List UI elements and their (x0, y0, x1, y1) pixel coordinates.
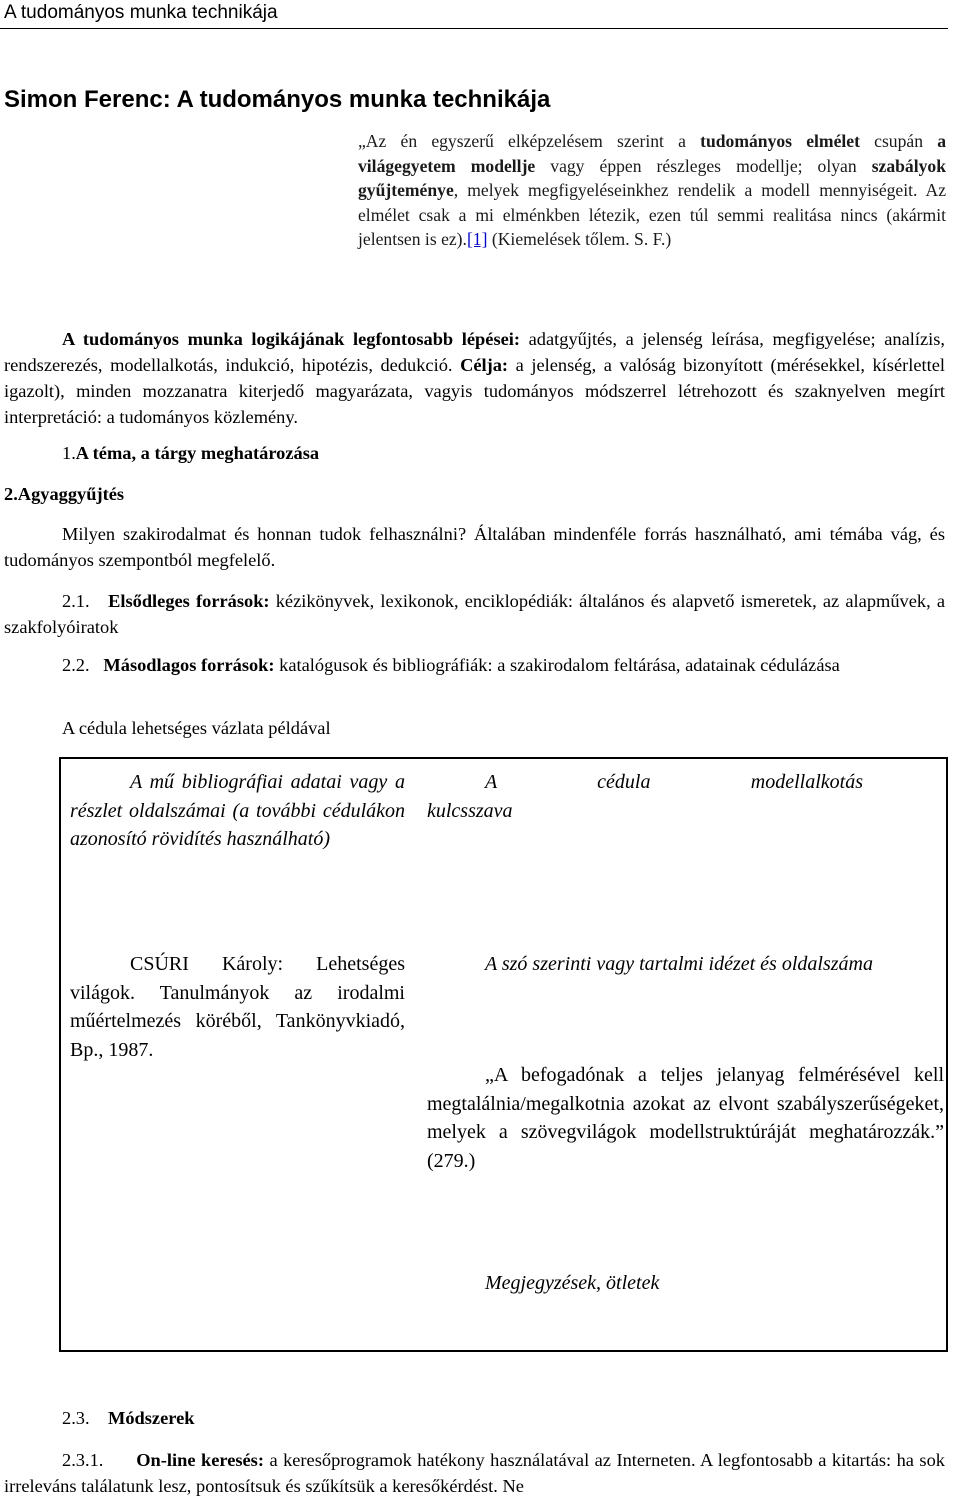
secondary-sources-paragraph (4, 652, 945, 678)
quote-text: csupán (859, 131, 938, 151)
paragraph-text: a keresőprogramok hatékony használatával az Interneten. A legfontosabb a kitartás: ha sok irreleváns találatunk lesz, pontosítsuk és szűkítsük a keresőkérdést. Ne (4, 1450, 945, 1496)
bold-term: A tudományos munka logikájának legfontosabb lépései: (62, 329, 520, 349)
intro-paragraph (4, 326, 945, 430)
quote-emphasis: tudományos elmélet (700, 131, 860, 151)
section-heading-2: 2.Agyaggyűjtés (4, 484, 125, 504)
paragraph-text: Milyen szakirodalmat és honnan tudok felhasználni? Általában mindenféle forrás használható, ami témába vág, és tudományos szempontból megfelelő. (4, 524, 945, 570)
paragraph-text: katalógusok és bibliográfiák: a szakirodalom feltárása, adatainak cédulázása (274, 655, 840, 675)
card-bibliographic-data: A mű bibliográfiai adatai vagy a részlet oldalszámai (a további cédulákon azonosító rövidítés használható) (70, 771, 405, 851)
epigraph-quote (358, 129, 946, 252)
section-number: 2.3.1. (62, 1450, 104, 1470)
card-notes-label: Megjegyzések, ötletek (485, 1272, 660, 1294)
primary-sources-paragraph (4, 588, 945, 640)
section-number: 1. (62, 443, 76, 463)
quote-text: , melyek megfigyeléseinkhez rendelik a modell mennyiségeit. Az elmélet csak a mi elménkben létezik, ezen túl semmi realitása nincs (akármit jelentsen is ez). (358, 180, 946, 249)
quote-text: „Az én egyszerű elképzelésem szerint a (358, 131, 701, 151)
quote-text: vagy éppen részleges modellje; olyan (535, 155, 872, 176)
online-search-paragraph (4, 1447, 945, 1499)
bold-term: Másodlagos források: (103, 655, 275, 675)
card-caption: A cédula lehetséges vázlata példával (62, 718, 331, 738)
section-heading-1 (62, 443, 319, 464)
section-number: 2.3. (62, 1408, 90, 1428)
quote-emphasis: a világegyetem modellje (358, 131, 946, 176)
section-title: A téma, a tárgy meghatározása (75, 443, 320, 463)
card-quote-label: A szó szerinti vagy tartalmi idézet és oldalszáma (485, 953, 873, 975)
section-title: Módszerek (107, 1408, 195, 1428)
section-number: 2.1. (62, 591, 90, 611)
paragraph-text: a jelenség, a valóság bizonyított (mérésekkel, kísérlettel igazolt), minden mozzanatra kiterjedő magyarázata, vagyis tudományos módszerrel létrehozott és szaknyelven megírt interpretáció: a tudományos közlemény. (4, 355, 945, 427)
section-heading-2-3 (62, 1408, 194, 1429)
bold-term: Célja: (460, 355, 509, 375)
quote-emphasis: szabályok gyűjteménye (358, 155, 946, 200)
paragraph-text: kézikönyvek, lexikonok, enciklopédiák: általános és alapvető ismeretek, az alapművek, a szakfolyóiratok (4, 591, 945, 637)
footnote-link[interactable]: [1] (466, 229, 488, 249)
paragraph-text: adatgyűjtés, a jelenség leírása, megfigyelése; analízis, rendszerezés, modellalkotás, indukció, hipotézis, dedukció. (4, 329, 945, 375)
section-number: 2.2. (62, 655, 90, 675)
bold-term: Elsődleges források: (108, 591, 270, 611)
header-divider (0, 28, 948, 29)
page-title: Simon Ferenc: A tudományos munka technikája (4, 86, 551, 113)
card-example-bibliography: CSÚRI Károly: Lehetséges világok. Tanulmányok az irodalmi műértelmezés köréből, Tankönyvkiadó, Bp., 1987. (70, 953, 405, 1061)
sources-paragraph (4, 521, 945, 573)
running-header: A tudományos munka technikája (4, 2, 278, 23)
bold-term: On-line keresés: (136, 1450, 264, 1470)
quote-text: (Kiemelések tőlem. S. F.) (487, 229, 672, 249)
card-example-quote: „A befogadónak a teljes jelanyag felmérésével kell megtalálnia/megalkotnia azokat az elvont szabályszerűségeket, melyek a szövegvilágok modellstruktúráját meghatározzák.” (279.) (427, 1064, 944, 1172)
card-keyword: A cédula modellalkotás (485, 771, 863, 793)
card-keyword-line2: kulcsszava (427, 800, 513, 822)
